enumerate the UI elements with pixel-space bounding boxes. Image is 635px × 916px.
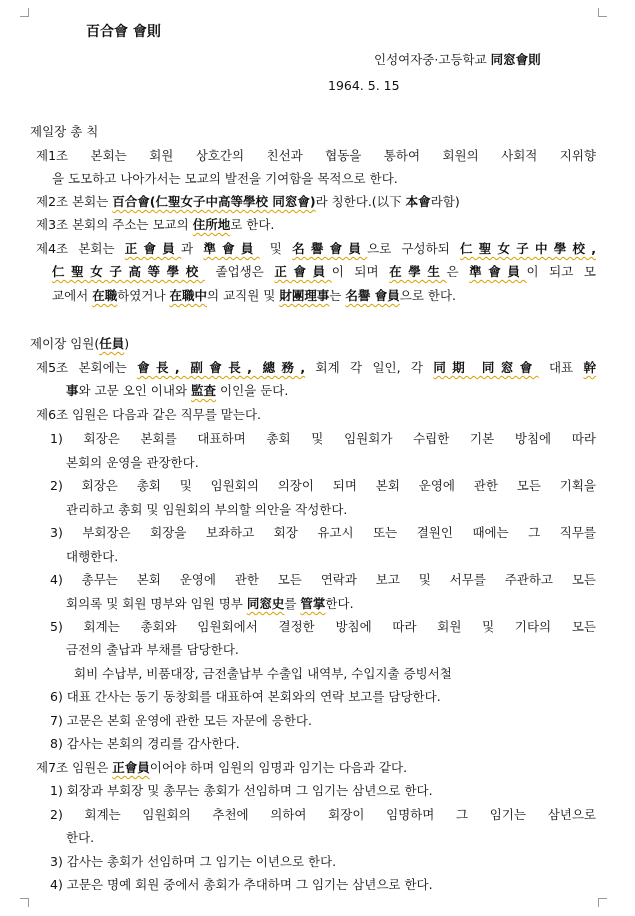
article-5-text: 이인을 둔다. — [216, 383, 289, 398]
article-4-line-1 — [36, 241, 596, 257]
article-2-society-name: 百合會(仁聖女子中高等學校 同窓會) — [112, 194, 316, 209]
article-4-text: 으로 구성하되 — [367, 241, 460, 256]
article-4-current-students: 在學生 — [389, 264, 447, 279]
article-7-text: 제7조 임원은 — [36, 760, 113, 775]
duty-3-line-2: 대행한다. — [66, 549, 119, 564]
article-2-text-c: 라 칭한다.(以下 — [315, 194, 406, 209]
article-2 — [36, 194, 460, 210]
duty-4-text: 를 — [284, 596, 301, 611]
school-name: 인성여자중 — [374, 52, 435, 67]
article-7 — [36, 760, 407, 776]
article-4-regular-member: 正會員 — [274, 264, 332, 279]
article-6: 제6조 임원은 다음과 같은 직무를 맡는다. — [36, 407, 261, 422]
duty-1-line-2: 본회의 운영을 관장한다. — [66, 455, 199, 470]
term-3: 3) 감사는 총회가 선임하며 그 임기는 이년으로 한다. — [50, 854, 337, 869]
article-4-current-staff: 在職中 — [169, 288, 208, 303]
article-1-line-2: 을 도모하고 나아가서는 모교의 발전을 기여함을 목적으로 한다. — [52, 171, 398, 186]
chapter-2-heading-text: ) — [124, 336, 130, 351]
duty-4-line-2 — [66, 596, 354, 612]
article-5-officers: 會長, 副會長, 總務, — [137, 360, 306, 375]
chapter-2-heading-text: 제이장 임원( — [30, 336, 100, 351]
term-2-line-2: 한다. — [66, 830, 95, 845]
duty-4-manage: 管掌 — [300, 596, 326, 611]
article-5-line-2 — [66, 383, 288, 399]
chapter-2-heading — [30, 336, 129, 352]
duty-2-line-1: 2) 회장은 총회 및 임원회의 의장이 되며 본회 운영에 관한 모든 기획을 — [50, 478, 596, 493]
article-4-line-2 — [52, 264, 596, 280]
article-5-line-1 — [36, 360, 596, 376]
duty-8: 8) 감사는 본회의 경리를 감사한다. — [50, 736, 240, 751]
term-1: 1) 회장과 부회장 및 총무는 총회가 선임하며 그 임기는 삼년으로 한다. — [50, 783, 433, 798]
article-4-text: 으로 한다. — [399, 288, 456, 303]
article-4-text: 제4조 본회는 — [36, 241, 125, 256]
duty-7: 7) 고문은 본회 운영에 관한 모든 자문에 응한다. — [50, 713, 312, 728]
article-5-secretary-a: 幹 — [583, 360, 597, 375]
article-5-text: 대표 — [538, 360, 584, 375]
document-date: 1964. 5. 15 — [328, 78, 400, 93]
article-4-text: 이 되고 모 — [526, 264, 596, 279]
article-4-text: 졸업생은 — [204, 264, 275, 279]
article-5-secretary-b: 事 — [66, 383, 79, 398]
article-4-text: 는 — [329, 288, 346, 303]
article-5-text: 제5조 본회에는 — [36, 360, 138, 375]
article-4-text: 과 — [181, 241, 204, 256]
article-4-text: 및 — [259, 241, 293, 256]
duty-6: 6) 대표 간사는 동기 동창회를 대표하여 본회와의 연락 보고를 담당한다. — [50, 689, 441, 704]
article-2-text-a: 제2조 본회는 — [36, 194, 113, 209]
duty-3-line-1: 3) 부회장은 회장을 보좌하고 회장 유고시 또는 결원인 때에는 그 직무를 — [50, 525, 596, 540]
article-3-text-c: 로 한다. — [230, 217, 275, 232]
duty-4-alumni-history: 同窓史 — [246, 596, 285, 611]
regulation-name: 同窓會則 — [490, 52, 541, 67]
chapter-2-heading-hanja: 任員 — [99, 336, 125, 351]
duty-4-text: 한다. — [325, 596, 354, 611]
article-7-text: 이어야 하며 임원의 임명과 임기는 다음과 같다. — [149, 760, 408, 775]
article-4-high-school: 仁聖女子高等學校 — [52, 264, 205, 279]
chapter-1-heading: 제일장 총 칙 — [30, 124, 99, 139]
duty-4-line-1: 4) 총무는 본회 운영에 관한 모든 연락과 보고 및 서무를 주관하고 모든 — [50, 572, 596, 587]
article-3 — [36, 217, 274, 233]
article-4-regular-member: 正會員 — [124, 241, 182, 256]
article-4-text: 의 교직원 및 — [207, 288, 280, 303]
article-4-text: 하였거나 — [117, 288, 170, 303]
article-4-text: 교에서 — [52, 288, 93, 303]
article-4-middle-school: 仁聖女子中學校, — [459, 241, 596, 256]
term-2-line-1: 2) 회계는 임원회의 추천에 의하여 회장이 임명하며 그 임기는 삼년으로 — [50, 807, 596, 822]
article-5-text: 와 고문 오인 이내와 — [78, 383, 192, 398]
article-3-text-a: 제3조 본회의 주소는 모교의 — [36, 217, 193, 232]
article-2-this-society: 本會 — [405, 194, 431, 209]
article-4-honorary-member: 名譽會員 — [292, 241, 368, 256]
document-title: 百合會 會則 — [86, 24, 161, 40]
duty-5-line-3: 회비 수납부, 비품대장, 금전출납부 수출입 내역부, 수입지출 증빙서철 — [74, 666, 452, 681]
article-7-regular-member: 正會員 — [112, 760, 150, 775]
article-5-text: 회계 각 일인, 각 — [305, 360, 434, 375]
article-4-former-staff: 在職 — [92, 288, 118, 303]
duty-4-text: 회의록 및 회원 명부와 임원 명부 — [66, 596, 247, 611]
term-4: 4) 고문은 명예 회원 중에서 총회가 추대하며 그 임기는 삼년으로 한다. — [50, 877, 433, 892]
duty-5-line-2: 금전의 출납과 부채를 담당한다. — [66, 642, 239, 657]
article-3-address: 住所地 — [192, 217, 231, 232]
article-4-line-3 — [52, 288, 456, 304]
article-4-text: 은 — [446, 264, 470, 279]
article-4-associate-member: 準會員 — [203, 241, 260, 256]
duty-5-line-1: 5) 회계는 총회와 임원회에서 결정한 방침에 따라 회원 및 기타의 모든 — [50, 619, 596, 634]
school-line — [374, 52, 541, 68]
article-4-foundation-directors: 財團理事 — [279, 288, 330, 303]
article-1-line-1: 제1조 본회는 회원 상호간의 친선과 협동을 통하여 회원의 사회적 지위향 — [36, 148, 596, 163]
article-5-auditor: 監査 — [191, 383, 217, 398]
school-level: ·고등학교 — [434, 52, 487, 67]
article-4-text: 이 되며 — [331, 264, 390, 279]
article-2-text-e: 라함) — [430, 194, 460, 209]
article-4-honorary-member: 名譽 會員 — [345, 288, 400, 303]
duty-1-line-1: 1) 회장은 본회를 대표하며 총회 및 임원회가 수립한 기본 방침에 따라 — [50, 431, 596, 446]
article-5-class-alumni: 同期 同窓會 — [433, 360, 539, 375]
article-4-associate-member: 準會員 — [469, 264, 527, 279]
duty-2-line-2: 관리하고 총회 및 임원회의 부의할 의안을 작성한다. — [66, 502, 348, 517]
